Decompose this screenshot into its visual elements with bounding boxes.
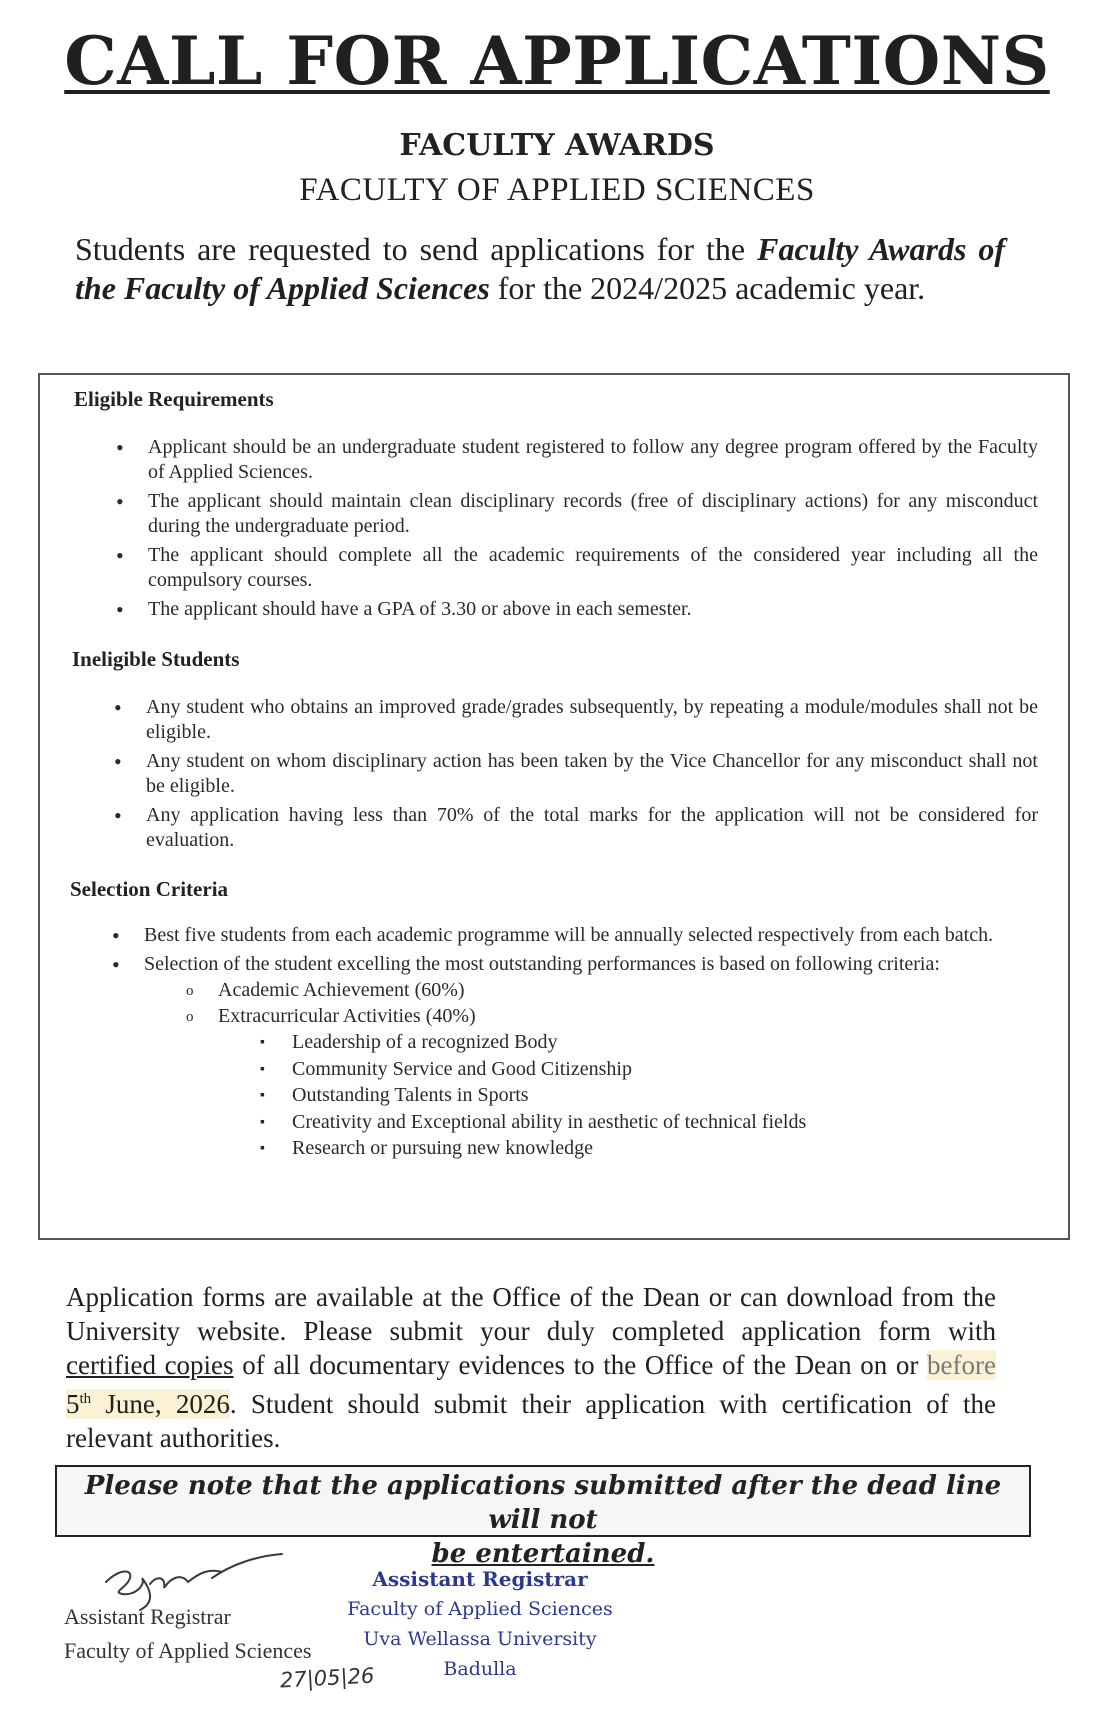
selection-heading: Selection Criteria: [70, 877, 229, 901]
list-item: • Best five students from each academic programme will be annually selected respectively from each batch.: [144, 923, 1038, 948]
application-paragraph: [66, 1280, 996, 1455]
eligible-list: [148, 435, 1038, 626]
list-item: • Any application having less than 70% of the total marks for the application will not be considered for evaluation.: [146, 803, 1038, 853]
list-item: • Applicant should be an undergraduate student registered to follow any degree program offered by the Faculty of Applied Sciences.: [148, 435, 1038, 485]
note-line-1: Please note that the applications submitted after the dead line will not: [84, 1471, 1002, 1535]
deadline-date: [66, 1389, 230, 1419]
list-item: [218, 1003, 1038, 1162]
list-item: o Academic Achievement (60%): [218, 977, 1038, 1003]
list-item: • The applicant should complete all the academic requirements of the considered year including all the compulsory courses.: [148, 543, 1038, 593]
app-text-1: Application forms are available at the Office of the Dean or can download from the University website. Please submit your duly completed application form with: [66, 1282, 996, 1346]
intro-emphasis: Faculty Awards of the Faculty of Applied Sciences: [75, 231, 1006, 306]
requirements-box: [38, 373, 1070, 1240]
deadline-day-suffix: th: [79, 1391, 92, 1407]
deadline-month-year: June, 2026: [91, 1389, 230, 1419]
list-item: ▪ Community Service and Good Citizenship: [292, 1056, 1038, 1083]
criteria-extracurricular: Extracurricular Activities (40%): [218, 1005, 476, 1027]
official-stamp: [345, 1564, 615, 1684]
intro-text-1: Students are requested to send applications for the: [75, 231, 758, 267]
signatory-title: Assistant Registrar: [64, 1604, 231, 1629]
list-item: • The applicant should maintain clean disciplinary records (free of disciplinary actions) for any misconduct during the undergraduate period.: [148, 489, 1038, 539]
certified-copies-text: certified copies: [66, 1350, 234, 1380]
list-item: ▪ Research or pursuing new knowledge: [292, 1135, 1038, 1162]
eligible-heading: Eligible Requirements: [74, 387, 274, 411]
list-item: • The applicant should have a GPA of 3.30 or above in each semester.: [148, 597, 1038, 622]
app-text-3: . Student should submit their application with certification of the relevant authorities.: [66, 1389, 996, 1453]
stamp-line-2: Faculty of Applied Sciences: [347, 1598, 613, 1620]
criteria-list: [144, 977, 1038, 1162]
deadline-day: 5: [66, 1389, 80, 1419]
intro-text-2: for the 2024/2025 academic year.: [489, 270, 926, 306]
stamp-line-3: Uva Wellassa University: [363, 1628, 597, 1650]
list-item: ▪ Outstanding Talents in Sports: [292, 1082, 1038, 1109]
subtitle: FACULTY AWARDS: [399, 128, 715, 163]
list-item: • Any student on whom disciplinary action has been taken by the Vice Chancellor for any misconduct shall not be eligible.: [146, 749, 1038, 799]
page-title: CALL FOR APPLICATIONS: [64, 22, 1050, 100]
faculty-name: FACULTY OF APPLIED SCIENCES: [299, 172, 815, 208]
note-line-2: be entertained.: [431, 1539, 655, 1569]
intro-paragraph: [75, 230, 1005, 308]
before-text: before: [927, 1350, 996, 1380]
signature-block: [64, 1600, 311, 1668]
list-item: ▪ Leadership of a recognized Body: [292, 1029, 1038, 1056]
list-item: • Any student who obtains an improved grade/grades subsequently, by repeating a module/modules shall not be eligible.: [146, 695, 1038, 745]
stamp-line-1: Assistant Registrar: [372, 1567, 588, 1591]
stamp-line-4: Badulla: [443, 1658, 517, 1680]
selection-list: [144, 923, 1038, 1166]
signatory-faculty: Faculty of Applied Sciences: [64, 1638, 312, 1663]
extracurricular-list: [218, 1029, 1038, 1162]
selection-item-2-text: Selection of the student excelling the most outstanding performances is based on following criteria:: [144, 953, 940, 975]
ineligible-heading: Ineligible Students: [72, 647, 240, 671]
list-item: ▪ Creativity and Exceptional ability in aesthetic of technical fields: [292, 1109, 1038, 1136]
ineligible-list: [146, 695, 1038, 857]
app-text-2: of all documentary evidences to the Office of the Dean on or: [233, 1350, 928, 1380]
handwritten-date: 27|05|26: [279, 1663, 375, 1693]
list-item: [144, 952, 1038, 1162]
deadline-note: [55, 1465, 1031, 1569]
